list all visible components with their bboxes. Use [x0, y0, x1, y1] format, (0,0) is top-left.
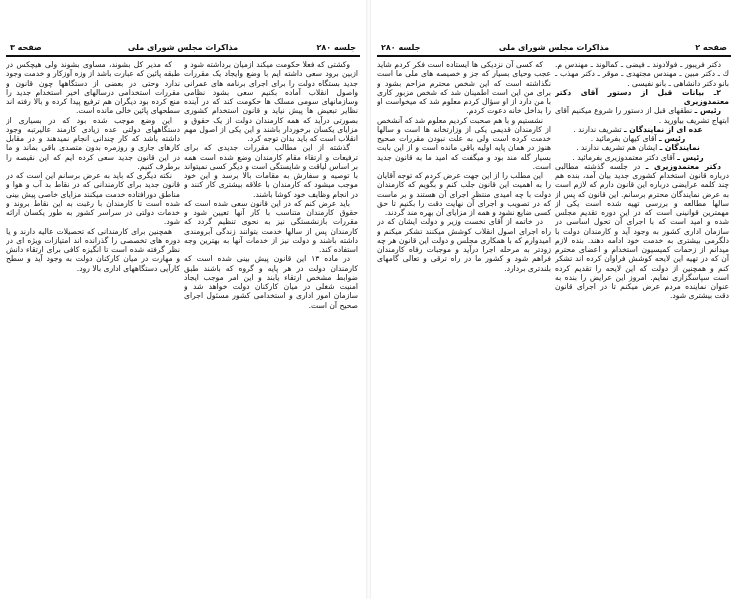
publication-title: مذاکرات مجلس شورای ملی	[127, 43, 239, 52]
page-number: صفحه ۲	[695, 43, 727, 52]
exchange	[555, 162, 729, 301]
speech: آقای دکتر معتمدوزیری بفرمائید .	[572, 152, 678, 162]
left-page	[0, 0, 366, 599]
paragraph: در خاتمه از آقای نخست وزیر و دولت ایشان که در راه اجرای اصول انقلاب کوشش میکنند تشکر میکنم و امیدوارم که با همکاری مجلس و دولت این قانون هر چه زودتر به مرحله اجرا درآید و موجبات رفاه کارمندان فراهم شود و کشور ما در راه ترقی و تعالی گامهای بلندتری بردارد.	[377, 217, 551, 273]
page-header	[377, 43, 731, 57]
paragraph: این وضع موجب شده بود که در بسیاری از دستگاههای دولتی عده زیادی کارمند عالیرتبه وجود داشته باشد که کار چندانی انجام نمیدهند و در مقابل کارهای جاری و روزمره بدون متصدی باقی بماند و ما در این قانون جدید سعی کرده ایم که این نقیصه را برطرف کنیم.	[6, 115, 180, 171]
attendance-list: دکتر فریبور ـ فولادوند ـ فیضی ـ کمالوند ـ مهندس م. ك ـ دکتر مبین ـ مهندس مجتهدی ـ موقر ـ دکتر مهذب ـ بانو دکتر دانشاهی ـ بانو نفیسی .	[555, 60, 729, 88]
paragraph: این مطلب را از این جهت عرض کردم که توجه آقایان را به اهمیت این قانون جلب کنم و بگویم که کارمندان دولت با چه امیدی منتظر اجرای آن هستند و بر ماست که در تصویب و اجرای آن نهایت دقت را بکنیم تا حق کسی ضایع نشود و همه از مزایای آن بهره مند گردند.	[377, 171, 551, 217]
speaker: نمایندگان ـ	[659, 143, 700, 153]
text-column-left	[6, 60, 180, 595]
paragraph: که کسی آن نزدیکی ها ایستاده است فکر کردم شاید عجب وحیای بسیار که جز و خصیصه های ملی ما است نگذاشته است که این شخص محترم مزاحم بشود و برای من این است اطمینان شد که شخص مزبور کاری با من دارد از او سؤال کردم معلوم شد که میخواست او را بداخل خانه دعوت کردم.	[377, 60, 551, 116]
paragraph: وکشتی که فعلا حکومت میکند ازمیان برداشته شود و ازبین برود سعی داشته ایم با وضع وایجاد یک مقررات جدید بستگاه دولت را برای اجرای برنامه های عمرانی واصول انقلاب آماده بکنیم سعی بشود نظامی وسازمانهای سومی مسلک ها حکومت کند که در آینده نظایر تبعیض ها پیش نیاید و قانون استخدام کشوری بصورتی درآید که همه کارمندان دولت از یک حقوق و مزایای یکسان برخوردار باشند و این یکی از اصول مهم انقلاب است که باید بدان توجه کرد.	[184, 60, 358, 143]
paragraph: گذشته از این مطالب مقررات جدیدی که برای ترفیعات و ارتقاء مقام کارمندان وضع شده است همه بر اساس لیاقت و شایستگی است و دیگر کسی نمیتواند با توصیه و سفارش به مقامات بالا برسد و این خود موجب میشود که کارمندان با علاقه بیشتری کار کنند و در انجام وظایف خود کوشا باشند.	[184, 143, 358, 199]
paragraph: نشستیم و با هم صحبت کردیم معلوم شد که آنشخص از کارمندان قدیمی یکی از وزارتخانه ها است و سالها خدمت کرده است ولی به علت نبودن مقررات صحیح هنوز در همان پایه اولیه باقی مانده است و از این بابت بسیار گله مند بود و میگفت که امید ما به قانون جدید است.	[377, 115, 551, 171]
right-page	[371, 0, 737, 599]
speaker: دکتر معتمدوزیری ـ	[645, 161, 721, 171]
session-number: جلسه ۲۸۰	[381, 43, 421, 52]
page-number: صفحه ۳	[10, 43, 42, 52]
page-header	[6, 43, 360, 57]
speech: تشریف ندارند .	[573, 124, 625, 134]
text-column-left	[377, 60, 551, 595]
session-number: جلسه ۲۸۰	[316, 43, 356, 52]
exchange	[555, 106, 729, 125]
paragraph: همچنین برای کارمندانی که تحصیلات عالیه دارند و یا دوره های تخصصی را گذرانده اند امتیازات ویژه ای در نظر گرفته شده است تا انگیزه کافی برای ارتقاء دانش و مهارت در میان کارکنان دولت به وجود آید و سطح کارآیی دستگاههای اداری بالا رود.	[6, 226, 180, 273]
speaker: رئیس ـ	[694, 106, 722, 116]
speech: آقای کیهان بفرمائید .	[590, 134, 659, 143]
paragraph: نکته دیگری که باید به عرض برسانم این است که در قانون جدید برای کارمندانی که در نقاط بد آب و هوا و مناطق دورافتاده خدمت میکنند مزایای خاصی پیش بینی شده است تا کارمندان با رغبت به این نقاط بروند و خدمات دولتی در سراسر کشور به طور یکسان ارائه شود.	[6, 171, 180, 227]
paragraph: در ماده ۱۳ این قانون پیش بینی شده است که کارمندان دولت در هر پایه و گروه که باشند طبق ضوابط مشخص ارتقاء یابند و این امر موجب ایجاد امنیت شغلی در میان کارکنان دولت خواهد شد و سازمان امور اداری و استخدامی کشور مسئول اجرای صحیح آن است.	[184, 254, 358, 310]
text-column-right	[555, 60, 729, 595]
exchange	[555, 143, 729, 152]
paragraph: باید عرض کنم که در این قانون سعی شده است که حقوق کارمندان متناسب با کار آنها تعیین شود و مقررات بازنشستگی نیز به نحوی تنظیم گردد که کارمندان پس از سالها خدمت بتوانند زندگی آبرومندی داشته باشند و دولت نیز از خدمات آنها به بهترین وجه استفاده کند.	[184, 198, 358, 254]
exchange	[555, 153, 729, 162]
exchange	[555, 125, 729, 134]
speaker: رئیس ـ	[677, 152, 704, 162]
section-title: ۲ـ بیانات قبل از دستور آقای دکتر معتمدوزیری	[555, 87, 729, 106]
exchange	[555, 134, 729, 143]
paragraph: که مدیر کل بشوند، مساوی بشوند ولی هیچکس در طبقه پائین که عبارت باشد از وزه آوزکار و خدمت وجود ندارد وحتی در بعضی از دستگاهها چون قانون و مقررات استخدامی درسالهای اخیر استخدام جدید را منع کرده بود دیگران هم ترفیع پیدا کرده و بالا رفته اند سطحهای پائین خالی مانده است.	[6, 60, 180, 116]
speaker: رئیس ـ	[658, 134, 686, 143]
text-column-right	[184, 60, 358, 595]
publication-title: مذاکرات مجلس شورای ملی	[498, 43, 610, 52]
speech: نطقهای قبل از دستور را شروع میکنیم آقای ابتهاج تشریف بیاورید .	[555, 106, 729, 125]
speech: ایشان هم تشریف ندارند .	[576, 143, 660, 153]
speaker: عده ای از نمایندگان ـ	[624, 124, 703, 134]
speech: در جلسه گذشته مطالبی درباره قانون استخدام کشوری جدید بیان آمد، بنده هم چند کلمه عرایضی درباره این قانون دارم که لازم است به عرض نمایندگان محترم برسانم. این قانون که پس از سالها مطالعه و بررسی تهیه شده است یکی از مهمترین قوانینی است که در این دوره تقدیم مجلس شده و امید است که با اجرای آن تحول اساسی در سازمان اداری کشور به وجود آید و کارمندان دولت با دلگرمی بیشتری به خدمت خود ادامه دهند. بنده لازم میدانم از زحمات کمیسیون استخدام و اعضای محترم آن که در تهیه این لایحه کوشش فراوان کرده اند تشکر کنم و همچنین از دولت که این لایحه را تقدیم کرده است سپاسگزاری نمایم. امروز این عرایض را بنده به عنوان نماینده مردم عرض میکنم تا در اجرای قانون دقت بیشتری شود.	[555, 161, 729, 301]
